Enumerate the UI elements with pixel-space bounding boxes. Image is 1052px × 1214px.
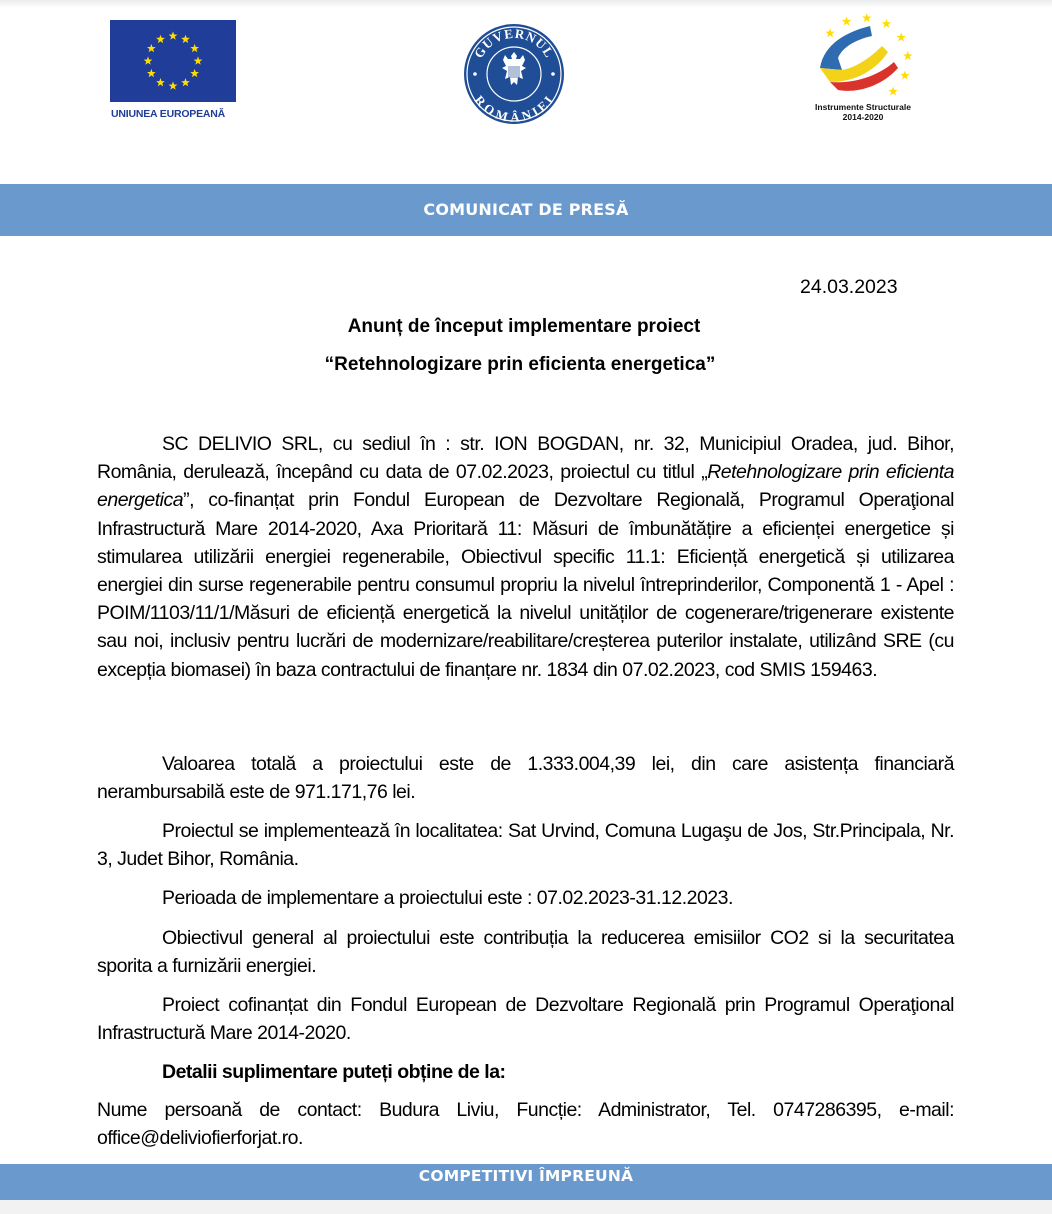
top-shade: [0, 0, 1052, 8]
intro-project-name: Retehnologizare prin eficienta energetica: [97, 461, 955, 512]
structural-star-icon: [903, 51, 913, 60]
eu-star-icon: [156, 35, 165, 43]
instrumente-structurale-caption: [798, 102, 928, 122]
objective-text: Obiectivul general al proiectului este contribuția la reducerea emisiilor CO2 si la securitatea sporita a furnizării energiei.: [97, 927, 954, 978]
project-title: “Retehnologizare prin eficienta energetica”: [324, 354, 716, 375]
press-release-band: COMUNICAT DE PRESĂ: [0, 184, 1052, 236]
total-value-text: Valoarea totală a proiectului este de 1.333.004,39 lei, din care asistența financiară nerambursabilă este de 971.171,76 lei.: [97, 753, 954, 804]
period-text: Perioada de implementare a proiectului este : 07.02.2023-31.12.2023.: [162, 887, 733, 909]
eu-star-icon: [190, 44, 199, 52]
details-heading: Detalii suplimentare puteți obține de la:: [162, 1061, 506, 1083]
eu-star-icon: [147, 44, 156, 52]
intro-text-end: ”, co-finanțat prin Fondul European de Dezvoltare Regională, Programul Operaţional Infrastructură Mare 2014-2020, Axa Prioritară 11: Măsuri de îmbunătățire a eficienței energetice și stimularea utilizării energiei regenerabile, Obiectivul specific 11.1: Eficiență energetică și utilizarea energiei din surse regenerabile pentru consumul propriu la nivelul întreprinderilor, Componentă 1 - Apel : POIM/1103/11/1/Măsuri de eficiență energetică la nivelul unităților de cogenerare/trigenerare existente sau noi, inclusiv pentru lucrări de modernizare/reabilitare/creșterea puterilor instalate, utilizând SRE (cu excepția biomasei) în baza contractului de finanțare nr. 1834 din 07.02.2023, cod SMIS 159463.: [97, 489, 954, 681]
intro-text-start: SC DELIVIO SRL, cu sediul în : str. ION BOGDAN, nr. 32, Municipiul Oradea, jud. Bihor, România, derulează, începând cu data de 07.02.2023, proiectul cu titlul „: [97, 433, 954, 484]
government-seal-icon: [462, 22, 566, 126]
document-date: 24.03.2023: [800, 276, 898, 298]
structural-star-icon: [888, 87, 898, 96]
eu-logo: [110, 20, 236, 120]
eu-star-icon: [194, 56, 203, 64]
paragraph-cofinancing: [97, 991, 954, 1047]
paragraph-period: [97, 884, 954, 912]
instrumente-structurale-logo: [798, 10, 928, 140]
paragraph-total-value: [97, 750, 954, 806]
document-title: Anunț de început implementare proiect: [347, 316, 701, 337]
gov-seal-bottom-text: ROMÂNIEI: [471, 92, 557, 125]
structural-star-icon: [842, 16, 852, 25]
paragraph-project-intro: [97, 430, 954, 684]
structural-instruments-emblem-icon: [798, 10, 928, 102]
footer-strip: [0, 1200, 1052, 1214]
structural-star-icon: [896, 33, 906, 42]
eu-star-icon: [169, 81, 178, 89]
eu-star-icon: [181, 35, 190, 43]
structural-star-icon: [900, 70, 910, 79]
details-heading-block: [97, 1058, 954, 1086]
paragraph-location: [97, 817, 954, 873]
eu-star-icon: [181, 78, 190, 86]
structural-star-icon: [862, 13, 872, 22]
is-caption-line1: Instrumente Structurale: [815, 102, 911, 112]
contact-text: Nume persoană de contact: Budura Liviu, Funcție: Administrator, Tel. 0747286395, e-mail: office@deliviofierforjat.ro.: [97, 1099, 954, 1150]
eu-star-icon: [156, 78, 165, 86]
government-logo: [462, 22, 566, 126]
eu-star-icon: [190, 69, 199, 77]
cofinancing-text: Proiect cofinanțat din Fondul European de Dezvoltare Regională prin Programul Operaţional Infrastructură Mare 2014-2020.: [97, 994, 954, 1045]
structural-star-icon: [882, 19, 892, 28]
paragraph-contact: [97, 1096, 954, 1152]
competitivi-impreuna-band: COMPETITIVI ÎMPREUNĂ: [0, 1164, 1052, 1200]
eu-flag-icon: [110, 20, 236, 102]
location-text: Proiectul se implementează în localitatea: Sat Urvind, Comuna Lugaşu de Jos, Str.Principala, Nr. 3, Judet Bihor, România.: [97, 820, 954, 871]
paragraph-objective: [97, 924, 954, 980]
eu-logo-caption: UNIUNEA EUROPEANĂ: [111, 108, 226, 120]
structural-star-icon: [825, 28, 835, 37]
gov-seal-top-text: GUVERNUL: [470, 25, 558, 61]
eu-star-icon: [169, 31, 178, 39]
is-caption-line2: 2014-2020: [842, 112, 884, 122]
eu-star-icon: [144, 56, 153, 64]
eu-star-icon: [147, 69, 156, 77]
